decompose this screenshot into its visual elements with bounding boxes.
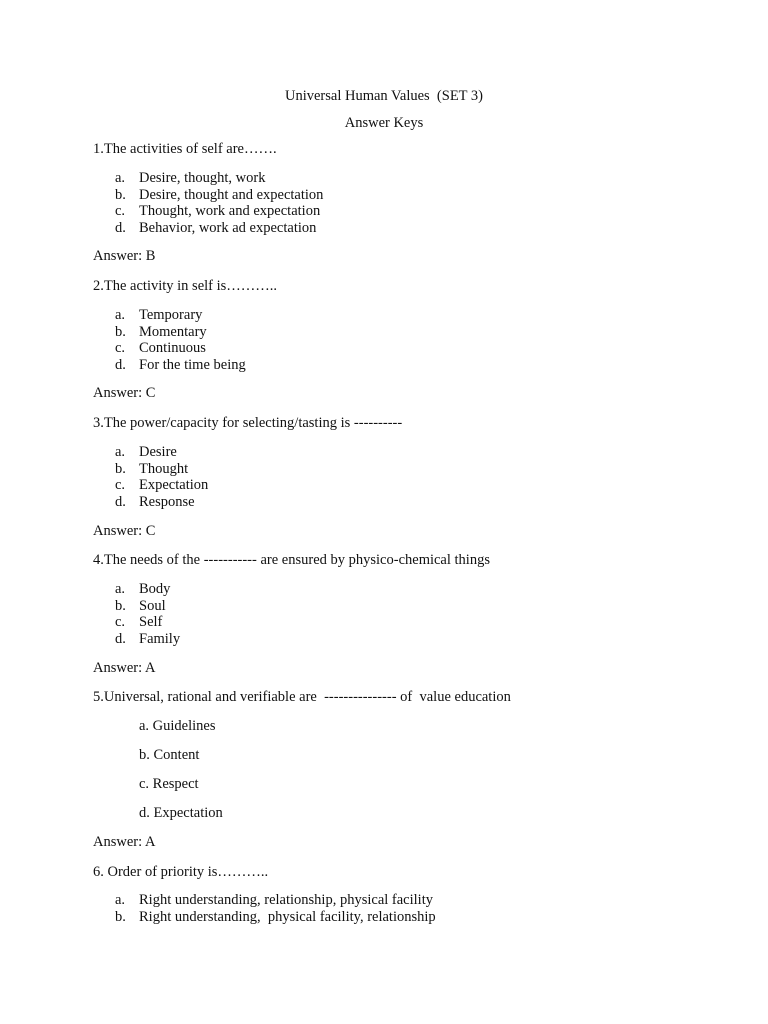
option-letter: d. bbox=[115, 220, 126, 236]
option-text: Response bbox=[139, 494, 195, 510]
option-letter: c. bbox=[115, 614, 126, 630]
option-letter: a. bbox=[115, 170, 126, 186]
question-1: 1.The activities of self are……. bbox=[93, 141, 277, 157]
option-letter: d. bbox=[115, 631, 126, 647]
option-text: Momentary bbox=[139, 324, 207, 340]
option-letter: a. bbox=[115, 444, 126, 460]
option-text: Soul bbox=[139, 598, 166, 614]
option-text: For the time being bbox=[139, 357, 246, 373]
question-6: 6. Order of priority is……….. bbox=[93, 864, 269, 880]
option-letter: b. bbox=[115, 187, 126, 203]
option-letter: b. bbox=[115, 909, 126, 925]
question-5: 5.Universal, rational and verifiable are --------------- of value education bbox=[93, 689, 511, 705]
option-text: Self bbox=[139, 614, 163, 630]
option-letter: a. bbox=[115, 307, 126, 323]
option-letter: b. bbox=[115, 324, 126, 340]
question-3: 3.The power/capacity for selecting/tasting is ---------- bbox=[93, 415, 403, 431]
option-text: Desire, thought, work bbox=[139, 170, 266, 186]
option-text: Thought bbox=[139, 461, 189, 477]
answer-4: Answer: A bbox=[93, 660, 156, 676]
answer-3: Answer: C bbox=[93, 523, 156, 539]
answer-2: Answer: C bbox=[93, 385, 156, 401]
option-text: Desire bbox=[139, 444, 177, 460]
option-text: Family bbox=[139, 631, 181, 647]
option-text: Right understanding, relationship, physical facility bbox=[139, 892, 433, 908]
option-letter: b. bbox=[115, 461, 126, 477]
option-text: Right understanding, physical facility, relationship bbox=[139, 909, 436, 925]
option-letter: c. bbox=[115, 477, 126, 493]
document-title: Universal Human Values (SET 3) bbox=[284, 88, 483, 104]
option-letter: b. bbox=[115, 598, 126, 614]
option-letter: d. bbox=[115, 494, 126, 510]
answer-5: Answer: A bbox=[93, 834, 156, 850]
option-text: Expectation bbox=[139, 477, 209, 493]
option-text: Continuous bbox=[139, 340, 206, 356]
option-text: Desire, thought and expectation bbox=[139, 187, 324, 203]
option-letter: d. bbox=[115, 357, 126, 373]
option-text: Behavior, work ad expectation bbox=[139, 220, 317, 236]
option-text: b. Content bbox=[139, 747, 200, 763]
option-letter: c. bbox=[115, 340, 126, 356]
option-text: Temporary bbox=[139, 307, 203, 323]
option-letter: c. bbox=[115, 203, 126, 219]
option-letter: a. bbox=[115, 892, 126, 908]
option-letter: a. bbox=[115, 581, 126, 597]
option-text: c. Respect bbox=[139, 776, 199, 792]
question-4: 4.The needs of the ----------- are ensured by physico-chemical things bbox=[93, 552, 490, 568]
document-subtitle: Answer Keys bbox=[344, 115, 424, 131]
question-2: 2.The activity in self is……….. bbox=[93, 278, 278, 294]
option-text: Thought, work and expectation bbox=[139, 203, 321, 219]
option-text: Body bbox=[139, 581, 171, 597]
option-text: d. Expectation bbox=[139, 805, 223, 821]
option-text: a. Guidelines bbox=[139, 718, 216, 734]
answer-1: Answer: B bbox=[93, 248, 156, 264]
